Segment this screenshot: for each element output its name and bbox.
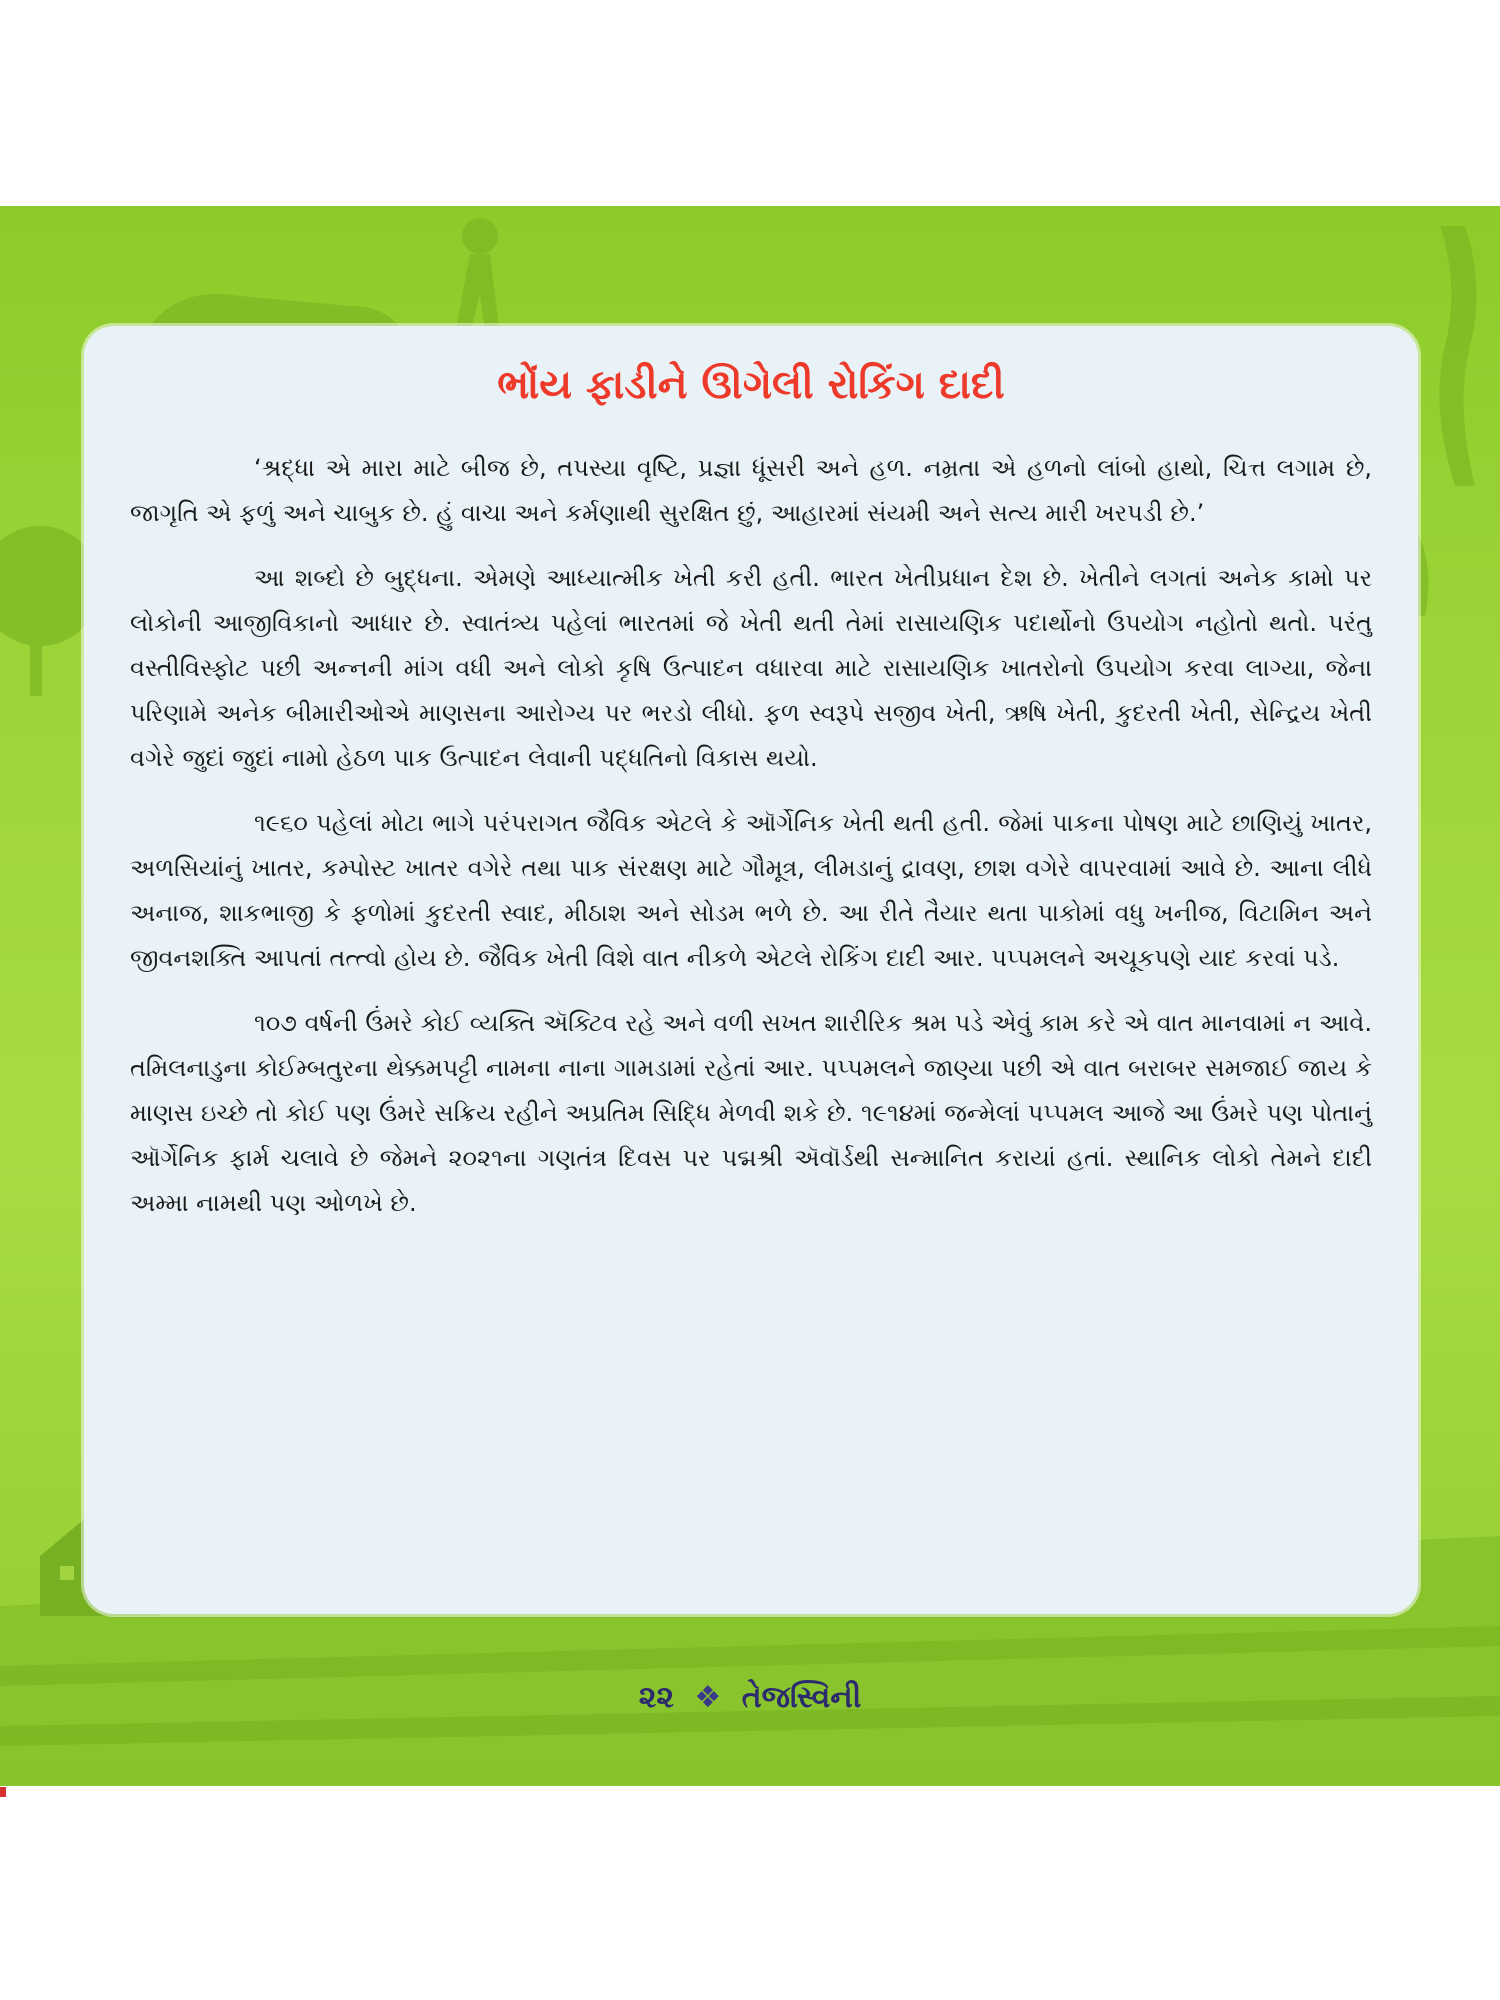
article-card xyxy=(84,326,1418,1614)
paragraph: ૧૯૬૦ પહેલાં મોટા ભાગે પરંપરાગત જૈવિક એટલે કે ઑર્ગેનિક ખેતી થતી હતી. જેમાં પાકના પોષણ માટે છાણિયું ખાતર, અળસિયાંનું ખાતર, કમ્પોસ્ટ ખાતર વગેરે તથા પાક સંરક્ષણ માટે ગૌમૂત્ર, લીમડાનું દ્રાવણ, છાશ વગેરે વાપરવામાં આવે છે. આના લીધે અનાજ, શાકભાજી કે ફળોમાં કુદરતી સ્વાદ, મીઠાશ અને સોડમ ભળે છે. આ રીતે તૈયાર થતા પાકોમાં વધુ ખનીજ, વિટામિન અને જીવનશક્તિ આપતાં તત્ત્વો હોય છે. જૈવિક ખેતી વિશે વાત નીકળે એટલે રોકિંગ દાદી આર. પપ્પમલને અચૂકપણે યાદ કરવાં પડે. xyxy=(130,809,1372,972)
article-title: ભોંય ફાડીને ઊગેલી રોકિંગ દાદી xyxy=(497,362,1005,408)
page-number: ૨૨ xyxy=(638,1680,674,1715)
article-body xyxy=(130,446,1372,1246)
edge-mark xyxy=(0,1787,6,1797)
paragraph: આ શબ્દો છે બુદ્ધના. એમણે આધ્યાત્મીક ખેતી કરી હતી. ભારત ખેતીપ્રધાન દેશ છે. ખેતીને લગતાં અનેક કામો પર લોકોની આજીવિકાનો આધાર છે. સ્વાતંત્ર્ય પહેલાં ભારતમાં જે ખેતી થતી તેમાં રાસાયણિક પદાર્થોનો ઉપયોગ નહોતો થતો. પરંતુ વસ્તીવિસ્ફોટ પછી અન્નની માંગ વધી અને લોકો કૃષિ ઉત્પાદન વધારવા માટે રાસાયણિક ખાતરોનો ઉપયોગ કરવા લાગ્યા, જેના પરિણામે અનેક બીમારીઓએ માણસના આરોગ્ય પર ભરડો લીધો. ફળ સ્વરૂપે સજીવ ખેતી, ઋષિ ખેતી, કુદરતી ખેતી, સેન્દ્રિય ખેતી વગેરે જુદાં જુદાં નામો હેઠળ પાક ઉત્પાદન લેવાની પદ્ધતિનો વિકાસ થયો. xyxy=(130,564,1372,772)
paragraph: ૧૦૭ વર્ષની ઉંમરે કોઈ વ્યક્તિ ઍક્ટિવ રહે અને વળી સખત શારીરિક શ્રમ પડે એવું કામ કરે એ વાત માનવામાં ન આવે. તમિલનાડુના કોઈમ્બતુરના થેક્કમપટ્ટી નામના નાના ગામડામાં રહેતાં આર. પપ્પમલને જાણ્યા પછી એ વાત બરાબર સમજાઈ જાય કે માણસ ઇચ્છે તો કોઈ પણ ઉંમરે સક્રિય રહીને અપ્રતિમ સિદ્ધિ મેળવી શકે છે. ૧૯૧૪માં જન્મેલાં પપ્પમલ આજે આ ઉંમરે પણ પોતાનું ઑર્ગેનિક ફાર્મ ચલાવે છે જેમને ૨૦૨૧ના ગણતંત્ર દિવસ પર પદ્મશ્રી ઍવૉર્ડથી સન્માનિત કરાયાં હતાં. સ્થાનિક લોકો તેમને દાદી અમ્મા નામથી પણ ઓળખે છે. xyxy=(130,1009,1372,1217)
page-footer xyxy=(0,1680,1500,1715)
paragraph-quote: ‘શ્રદ્ધા એ મારા માટે બીજ છે, તપસ્યા વૃષ્ટિ, પ્રજ્ઞા ધૂંસરી અને હળ. નમ્રતા એ હળનો લાંબો હાથો, ચિત્ત લગામ છે, જાગૃતિ એ ફળું અને ચાબુક છે. હું વાચા અને કર્મણાથી સુરક્ષિત છું, આહારમાં સંયમી અને સત્ય મારી ખરપડી છે.’ xyxy=(130,454,1372,527)
publication-name: તેજસ્વિની xyxy=(741,1680,862,1715)
diamond-separator-icon: ❖ xyxy=(694,1680,722,1715)
